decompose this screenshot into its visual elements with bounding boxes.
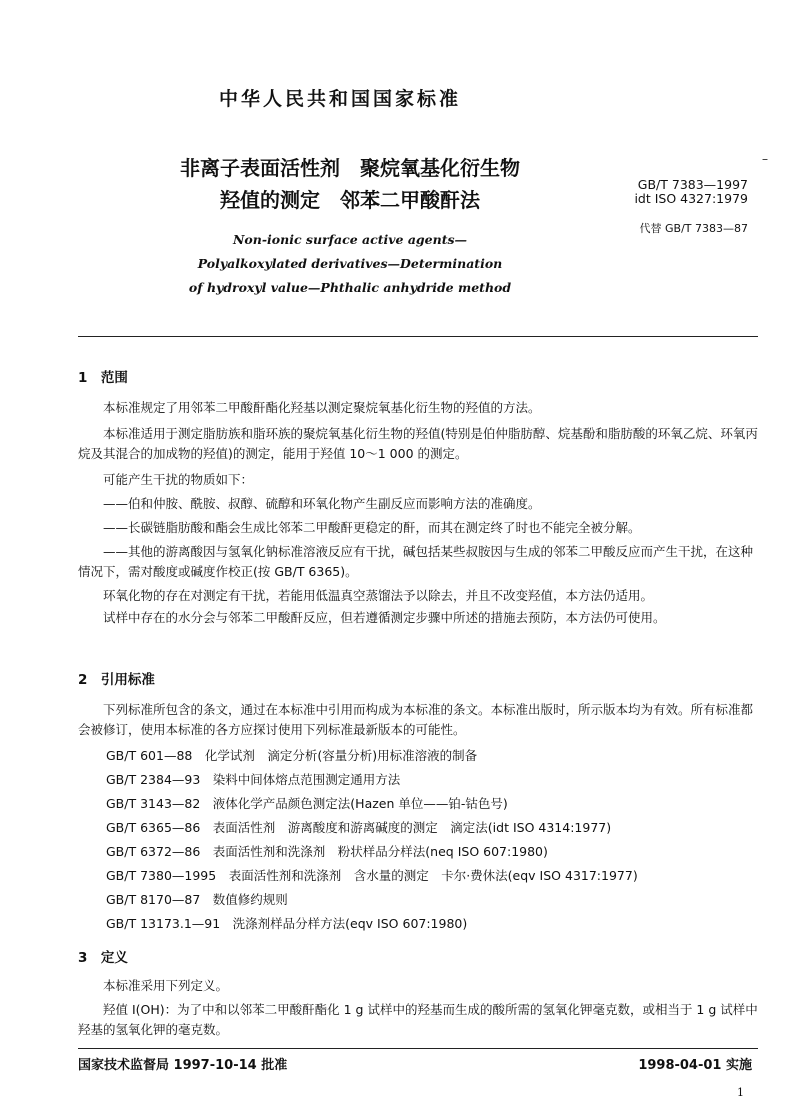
implementation-date: 1998-04-01 实施: [638, 1058, 752, 1073]
replaces-standard: 代替 GB/T 7383—87: [639, 222, 748, 235]
header-rule: [78, 336, 758, 337]
reference-item: GB/T 8170—87 数值修约规则: [106, 892, 288, 907]
s1-dash-item: ——其他的游离酸因与氢氧化钠标准溶液反应有干扰，碱包括某些叔胺因与生成的邻苯二甲酸反应而产生干扰，在这种情况下，需对酸度或碱度作校正(按 GB/T 6365)。: [78, 544, 754, 579]
reference-item: GB/T 2384—93 染料中间体熔点范围测定通用方法: [106, 772, 401, 787]
side-mark: –: [762, 152, 768, 166]
idt-reference: idt ISO 4327:1979: [634, 191, 748, 206]
s1-paragraph: 本标准规定了用邻苯二甲酸酐酯化羟基以测定聚烷氧基化衍生物的羟值的方法。: [103, 400, 541, 415]
standard-number: GB/T 7383—1997: [637, 177, 748, 192]
reference-item: GB/T 601—88 化学试剂 滴定分析(容量分析)用标准溶液的制备: [106, 748, 478, 763]
footer-rule: [78, 1048, 758, 1049]
s1-paragraph: 本标准适用于测定脂肪族和脂环族的聚烷氧基化衍生物的羟值(特别是伯仲脂肪醇、烷基酚和脂肪酸的环氧乙烷、环氧丙烷及其混合的加成物的羟值)的测定，能用于羟值 10～1 000 的测定。: [78, 426, 758, 461]
title-en-line3: of hydroxyl value—Phthalic anhydride method: [188, 280, 512, 295]
page-number: 1: [737, 1086, 744, 1099]
reference-item: GB/T 6372—86 表面活性剂和洗涤剂 粉状样品分样法(neq ISO 607:1980): [106, 844, 548, 859]
reference-item: GB/T 7380—1995 表面活性剂和洗涤剂 含水量的测定 卡尔·费休法(eqv ISO 4317:1977): [106, 868, 638, 883]
s1-paragraph: 环氧化物的存在对测定有干扰，若能用低温真空蒸馏法予以除去，并且不改变羟值，本方法仍适用。: [103, 588, 654, 603]
s3-paragraph: 本标准采用下列定义。: [103, 978, 229, 993]
reference-item: GB/T 6365—86 表面活性剂 游离酸度和游离碱度的测定 滴定法(idt ISO 4314:1977): [106, 820, 612, 835]
s1-paragraph: 试样中存在的水分会与邻苯二甲酸酐反应，但若遵循测定步骤中所述的措施去预防，本方法仍可使用。: [103, 610, 666, 625]
section-3-heading: 3 定义: [78, 950, 128, 966]
reference-item: GB/T 3143—82 液体化学产品颜色测定法(Hazen 单位——铂-钴色号): [106, 796, 508, 811]
approval-line: 国家技术监督局 1997-10-14 批准: [78, 1058, 288, 1073]
title-zh-line1: 非离子表面活性剂 聚烷氧基化衍生物: [180, 156, 520, 180]
title-en-line1: Non-ionic surface active agents—: [232, 232, 468, 247]
s3-definition: 羟值 I(OH)：为了中和以邻苯二甲酸酐酯化 1 g 试样中的羟基而生成的酸所需的氢氧化钾毫克数，或相当于 1 g 试样中羟基的氢氧化钾的毫克数。: [78, 1002, 758, 1037]
section-1-heading: 1 范围: [78, 370, 128, 386]
title-zh-line2: 羟值的测定 邻苯二甲酸酐法: [220, 188, 480, 212]
s1-dash-item: ——伯和仲胺、酰胺、叔醇、硫醇和环氧化物产生副反应而影响方法的准确度。: [103, 496, 541, 511]
s1-paragraph: 可能产生干扰的物质如下：: [103, 472, 254, 487]
title-en-line2: Polyalkoxylated derivatives—Determination: [197, 256, 503, 271]
s2-intro: 下列标准所包含的条文，通过在本标准中引用而构成为本标准的条文。本标准出版时，所示版本均为有效。所有标准都会被修订，使用本标准的各方应探讨使用下列标准最新版本的可能性。: [78, 702, 754, 737]
issuing-country: 中华人民共和国国家标准: [218, 88, 461, 110]
section-2-heading: 2 引用标准: [78, 672, 155, 688]
reference-item: GB/T 13173.1—91 洗涤剂样品分样方法(eqv ISO 607:1980): [106, 916, 468, 931]
s1-dash-item: ——长碳链脂肪酸和酯会生成比邻苯二甲酸酐更稳定的酐，而其在测定终了时也不能完全被分解。: [103, 520, 641, 535]
